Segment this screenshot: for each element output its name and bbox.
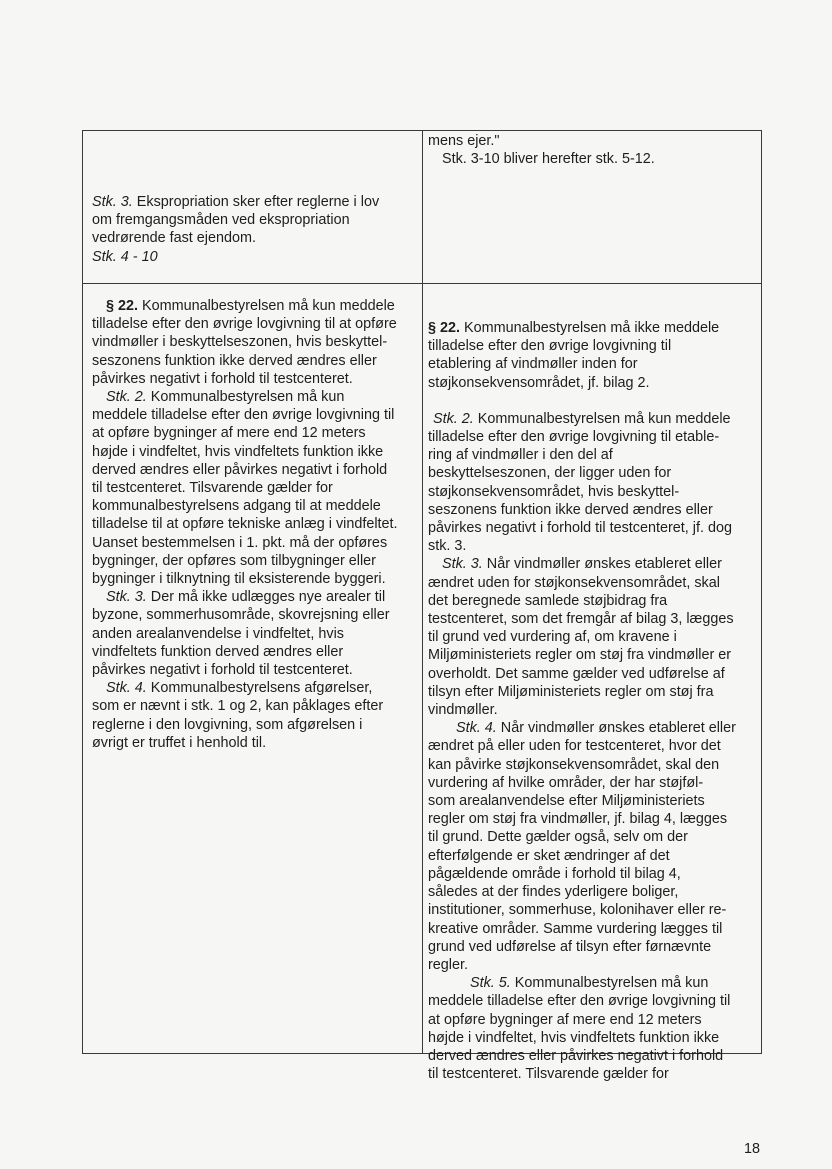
- text-line: Kommunalbestyrelsen må kun meddele: [142, 298, 395, 314]
- text-line: støjkonsekvensområdet, jf. bilag 2.: [428, 374, 650, 391]
- text-line: beskyttelseszonen, der ligger uden for: [428, 465, 672, 482]
- text-line: Kommunalbestyrelsen må kun meddele: [477, 410, 731, 427]
- stk-label: Stk. 3.: [92, 194, 133, 210]
- text-line: regler.: [428, 956, 468, 973]
- text-line: etablering af vindmøller inden for: [428, 356, 638, 373]
- stk3-heading: [428, 555, 736, 573]
- section-label: § 22.: [428, 320, 461, 336]
- text-line: mens ejer.": [428, 133, 500, 149]
- text-line: Når vindmøller ønskes etableret eller: [486, 556, 722, 573]
- text-line: at opføre bygninger af mere end 12 meters: [92, 425, 366, 442]
- text-line: stk. 3.: [428, 538, 467, 555]
- text-line: påvirkes negativt i forhold til testcenteret.: [92, 370, 353, 387]
- text-line: kreative områder. Samme vurdering lægges til: [428, 920, 723, 937]
- text-line: støjkonsekvensområdet, hvis beskyttel-: [428, 483, 680, 500]
- text-line: Ekspropriation sker efter reglerne i lov: [136, 194, 380, 210]
- text-line: til grund ved vurdering af, om kravene i: [428, 629, 677, 646]
- text-line: ring af vindmøller i den del af: [428, 447, 613, 464]
- stk-label: Stk. 2.: [106, 389, 147, 406]
- text-line: grund ved udførelse af tilsyn efter førnævnte: [428, 938, 712, 955]
- text-line: påvirkes negativt i forhold til testcenteret.: [92, 662, 353, 679]
- row1-left-cell: [92, 193, 379, 266]
- row-divider: [83, 283, 761, 284]
- comparison-table: [82, 130, 762, 1083]
- text-line: tilsyn efter Miljøministeriets regler om støj fra: [428, 683, 714, 700]
- text-line: Miljøministeriets regler om støj fra vindmøller er: [428, 647, 732, 664]
- text-line: bygninger i tilknytning til eksisterende byggeri.: [92, 571, 386, 588]
- text-line: overholdt. Det samme gælder ved udførelse af: [428, 665, 725, 682]
- text-line: Der må ikke udlægges nye arealer til: [150, 589, 386, 606]
- text-line: påvirkes negativt i forhold til testcenteret, jf. dog: [428, 520, 732, 537]
- text-line: Kommunalbestyrelsens afgørelser,: [150, 680, 373, 697]
- text-line: testcenteret, som det fremgår af bilag 3, lægges: [428, 611, 734, 628]
- stk4-heading: [92, 679, 398, 697]
- text-line: vindfeltets funktion derved ændres eller: [92, 643, 344, 660]
- text-line: Når vindmøller ønskes etableret eller: [500, 720, 736, 737]
- stk-label: Stk. 3.: [442, 556, 483, 573]
- text-line: som er nævnt i stk. 1 og 2, kan påklages efter: [92, 698, 384, 715]
- text-line: tilladelse efter den øvrige lovgivning til: [428, 338, 672, 355]
- text-line: reglerne i den lovgivning, som afgørelsen i: [92, 716, 363, 733]
- stk-label: Stk. 2.: [433, 410, 474, 427]
- text-line: til testcenteret. Tilsvarende gælder for: [92, 480, 333, 497]
- text-line: tilladelse efter den øvrige lovgivning til etable-: [428, 429, 720, 446]
- text-line: vedrørende fast ejendom.: [92, 230, 256, 247]
- stk-label: Stk. 3.: [106, 589, 147, 606]
- row2-left-cell: [92, 297, 398, 752]
- text-line: efterfølgende er sket ændringer af det: [428, 847, 670, 864]
- stk-label: Stk. 4.: [456, 720, 497, 737]
- text-line: Kommunalbestyrelsen må ikke meddele: [464, 320, 720, 336]
- text-line: vurdering af hvilke områder, der har støjføl-: [428, 774, 704, 791]
- text-line: at opføre bygninger af mere end 12 meters: [428, 1011, 702, 1028]
- text-line: regler om støj fra vindmøller, jf. bilag 4, lægges: [428, 811, 728, 828]
- text-line: Kommunalbestyrelsen må kun: [514, 975, 709, 992]
- text-line: meddele tilladelse efter den øvrige lovgivning til: [428, 993, 731, 1010]
- text-line: vindmøller.: [428, 702, 498, 719]
- stk3-heading: [92, 588, 398, 606]
- text-line: anden arealanvendelse i vindfeltet, hvis: [92, 625, 345, 642]
- text-line: ændret på eller uden for testcenteret, hvor det: [428, 738, 721, 755]
- text-line: ændret uden for støjkonsekvensområdet, skal: [428, 574, 720, 591]
- section-22-heading: [92, 297, 398, 315]
- text-line: Uanset bestemmelsen i 1. pkt. må der opføres: [92, 534, 388, 551]
- page-number: 18: [744, 1141, 761, 1157]
- text-line: vindmøller i beskyttelseszonen, hvis beskyttel-: [92, 334, 388, 351]
- text-line: derved ændres eller påvirkes negativt i forhold: [92, 461, 388, 478]
- text-line: seszonens funktion ikke derved ændres eller: [92, 352, 377, 369]
- section-22-heading: [428, 319, 736, 337]
- text-line: således at der findes yderligere boliger,: [428, 884, 679, 901]
- text-line: Kommunalbestyrelsen må kun: [150, 389, 345, 406]
- text-line: til grund. Dette gælder også, selv om der: [428, 829, 688, 846]
- stk2-heading: [428, 410, 736, 428]
- text-line: Stk. 3-10 bliver herefter stk. 5-12.: [442, 151, 655, 168]
- text-line: pågældende område i forhold til bilag 4,: [428, 865, 681, 882]
- row1-left-stk3: [92, 193, 379, 211]
- text-line: tilladelse efter den øvrige lovgivning til at opføre: [92, 316, 397, 333]
- text-line: byzone, sommerhusområde, skovrejsning eller: [92, 607, 390, 624]
- stk2-heading: [92, 388, 398, 406]
- stk-label: Stk. 5.: [470, 975, 511, 992]
- text-line: om fremgangsmåden ved ekspropriation: [92, 212, 350, 229]
- text-line: højde i vindfeltet, hvis vindfeltets funktion ikke: [428, 1029, 720, 1046]
- text-line: institutioner, sommerhuse, kolonihaver eller re-: [428, 902, 727, 919]
- column-divider: [422, 131, 423, 1053]
- stk-label: Stk. 4.: [106, 680, 147, 697]
- text-line: det beregnede samlede støjbidrag fra: [428, 592, 668, 609]
- text-line: til testcenteret. Tilsvarende gælder for: [428, 1066, 669, 1083]
- stk4-heading: [428, 719, 736, 737]
- section-label: § 22.: [106, 298, 139, 314]
- text-line: som arealanvendelse efter Miljøministeriets: [428, 793, 705, 810]
- text-line: tilladelse til at opføre tekniske anlæg i vindfeltet.: [92, 516, 398, 533]
- text-line: bygninger, der opføres som tilbygninger eller: [92, 552, 376, 569]
- stk-range-label: Stk. 4 - 10: [92, 248, 158, 265]
- text-line: øvrigt er truffet i henhold til.: [92, 734, 267, 751]
- row2-right-cell: [428, 319, 736, 1083]
- text-line: kan påvirke støjkonsekvensområdet, skal den: [428, 756, 720, 773]
- stk5-heading: [428, 974, 736, 992]
- text-line: derved ændres eller påvirkes negativt i forhold: [428, 1047, 724, 1064]
- row1-right-cell: [428, 132, 655, 168]
- text-line: meddele tilladelse efter den øvrige lovgivning til: [92, 407, 395, 424]
- text-line: seszonens funktion ikke derved ændres eller: [428, 501, 713, 518]
- text-line: kommunalbestyrelsens adgang til at meddele: [92, 498, 381, 515]
- text-line: højde i vindfeltet, hvis vindfeltets funktion ikke: [92, 443, 384, 460]
